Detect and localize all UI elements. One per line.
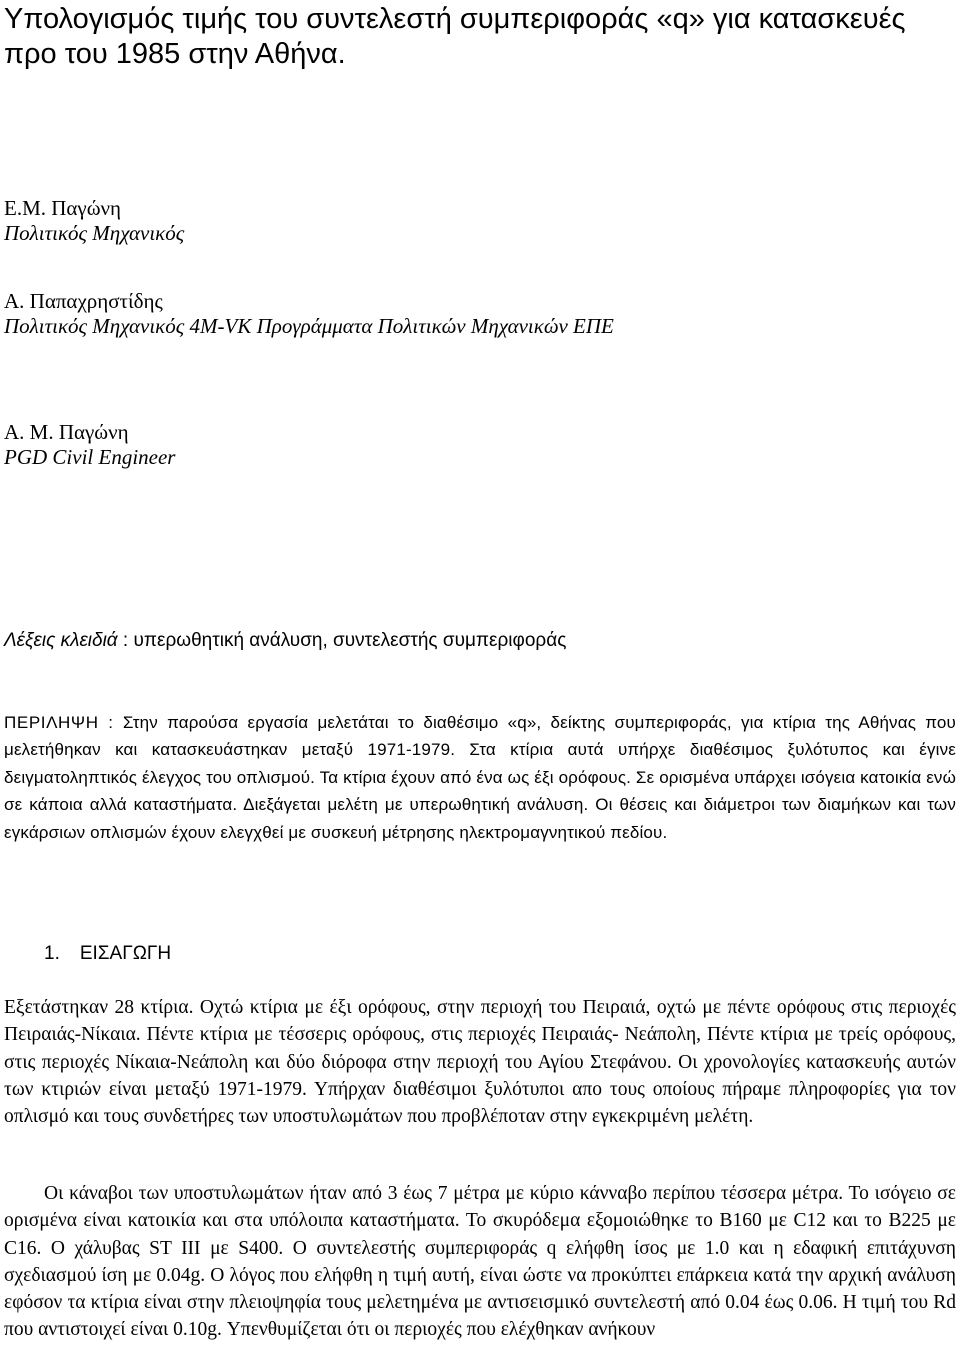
author-name: Ε.Μ. Παγώνη xyxy=(4,196,121,220)
keywords-line xyxy=(4,629,566,653)
keywords-label: Λέξεις κλειδιά xyxy=(4,630,118,651)
abstract-text: Στην παρούσα εργασία μελετάται το διαθέσιμο «q», δείκτης συμπεριφοράς, για κτίρια της Αθήνας που μελετήθηκαν και κατασκευάστηκαν μεταξύ 1971-1979. Στα κτίρια αυτά υπήρχε διαθέσιμος ξυλότυπος και έγινε δειγματοληπτικός έλεγχος του οπλισμού. Τα κτίρια έχουν από ένα ως έξι ορόφους. Σε ορισμένα υπάρχει ισόγεια κατοικία ενώ σε κάποια αλλά καταστήματα. Διεξάγεται μελέτη με υπερωθητική ανάλυση. Οι θέσεις και διάμετροι των διαμήκων και των εγκάρσιων οπλισμών έχουν ελεγχθεί με συσκευή μέτρησης ηλεκτρομαγνητικού πεδίου. xyxy=(4,713,956,842)
author-affiliation: PGD Civil Engineer xyxy=(4,445,176,469)
author-name: Α. Μ. Παγώνη xyxy=(4,420,129,444)
author-name: Α. Παπαχρηστίδης xyxy=(4,289,163,313)
abstract-label: ΠΕΡΙΛΗΨΗ : xyxy=(4,713,114,732)
section-title: ΕΙΣΑΓΩΓΗ xyxy=(79,943,172,964)
author-block-1 xyxy=(4,196,184,246)
body-paragraph-1: Εξετάστηκαν 28 κτίρια. Οχτώ κτίρια με έξι ορόφους, στην περιοχή του Πειραιά, οχτώ με πέντε ορόφους στις περιοχές Πειραιάς-Νίκαια. Πέντε κτίρια με τέσσερις ορόφους, στις περιοχές Πειραιάς- Νεάπολη, Πέντε κτίρια με τρείς ορόφους, στις περιοχές Νίκαια-Νεάπολη και δύο διόροφα στην περιοχή του Αγίου Στεφάνου. Οι χρονολογίες κατασκευής αυτών των κτιριών είναι μεταξύ 1971-1979. Υπήρχαν διαθέσιμοι ξυλότυποι απο τους οποίους πήραμε πληροφορίες για τον οπλισμό και τους συνδετήρες των υποστυλωμάτων που προβλέποταν στην εγκεκριμένη μελέτη. xyxy=(4,997,956,1128)
paper-title: Υπολογισμός τιμής του συντελεστή συμπεριφοράς «q» για κατασκευές προ του 1985 στην Αθήνα. xyxy=(4,3,906,70)
section-number: 1. xyxy=(44,943,60,964)
author-block-3 xyxy=(4,420,175,470)
author-affiliation: Πολιτικός Μηχανικός 4M-VK Προγράμματα Πολιτικών Μηχανικών ΕΠΕ xyxy=(4,314,614,338)
keywords-text: : υπερωθητική ανάλυση, συντελεστής συμπεριφοράς xyxy=(117,630,567,651)
author-affiliation: Πολιτικός Μηχανικός xyxy=(4,221,185,245)
section-heading xyxy=(44,941,171,967)
abstract xyxy=(4,709,956,846)
author-block-2 xyxy=(4,289,614,339)
body-paragraph-2: Οι κάναβοι των υποστυλωμάτων ήταν από 3 έως 7 μέτρα με κύριο κάνναβο περίπου τέσσερα μέτρα. Το ισόγειο σε ορισμένα είναι κατοικία και στα υπόλοιπα καταστήματα. Το σκυρόδεμα εξομοιώθηκε το B160 με C12 και το B225 με C16. Ο χάλυβας ST III με S400. Ο συντελεστής συμπεριφοράς q ελήφθη ίσος με 1.0 και η εδαφική επιτάχυνση σχεδιασμού ίση με 0.04g. Ο λόγος που ελήφθη η τιμή αυτή, είναι ώστε να προκύπτει επάρκεια κατά την αρχική ανάλυση εφόσον τα κτίρια είναι στην πλειοψηφία τους μελετημένα με αντισεισμικό συντελεστή από 0.04 έως 0.06. Η τιμή του Rd που αντιστοιχεί είναι 0.10g. Υπενθυμίζεται ότι οι περιοχές που ελέχθηκαν ανήκουν xyxy=(4,1183,956,1341)
paper-page xyxy=(4,0,956,1341)
